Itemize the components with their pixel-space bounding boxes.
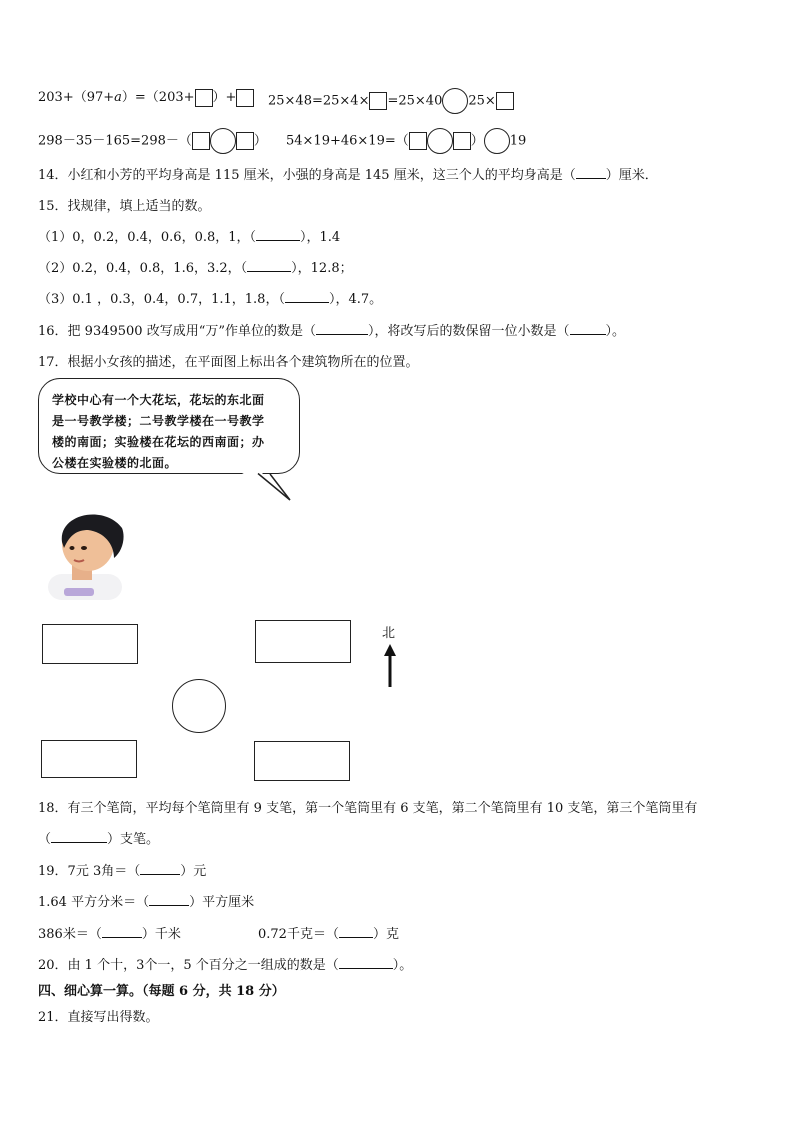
north-label: 北 bbox=[382, 626, 396, 641]
building-box-southeast[interactable] bbox=[254, 741, 350, 781]
question-21: 21．直接写出得数。 bbox=[38, 1010, 159, 1025]
equation-row-2a: 298－35－165=298－（ ） bbox=[38, 128, 267, 154]
operator-circle[interactable] bbox=[484, 128, 510, 154]
question-15-title: 15．找规律，填上适当的数。 bbox=[38, 199, 211, 214]
question-19-line-3a: 386米＝（ ）千米 bbox=[38, 927, 181, 942]
answer-box[interactable] bbox=[236, 89, 254, 107]
speech-bubble-text: 学校中心有一个大花坛，花坛的东北面 是一号教学楼；二号教学楼在一号教学 楼的南面；实验楼在花坛的西南面；办 公楼在实验楼的北面。 bbox=[52, 393, 265, 470]
north-arrow-icon bbox=[380, 644, 400, 688]
question-15-line-3: （3）0.1 ，0.3，0.4，0.7，1.1，1.8，（ ），4.7。 bbox=[38, 292, 383, 307]
answer-blank[interactable] bbox=[247, 259, 291, 272]
question-17-title: 17．根据小女孩的描述，在平面图上标出各个建筑物所在的位置。 bbox=[38, 355, 419, 370]
answer-blank[interactable] bbox=[285, 290, 329, 303]
operator-circle[interactable] bbox=[442, 88, 468, 114]
answer-box[interactable] bbox=[195, 89, 213, 107]
answer-box[interactable] bbox=[192, 132, 210, 150]
answer-blank[interactable] bbox=[149, 893, 189, 906]
answer-box[interactable] bbox=[453, 132, 471, 150]
answer-blank[interactable] bbox=[339, 925, 373, 938]
equation-row-2b: 54×19+46×19=（ ） 19 bbox=[286, 128, 526, 154]
section-heading: 四、细心算一算。（每题 6 分，共 18 分） bbox=[38, 984, 285, 999]
building-box-southwest[interactable] bbox=[41, 740, 137, 778]
answer-blank[interactable] bbox=[51, 830, 107, 843]
operator-circle[interactable] bbox=[427, 128, 453, 154]
question-15-line-2: （2）0.2，0.4，0.8，1.6，3.2，（ ），12.8； bbox=[38, 261, 353, 276]
question-19-line-3b: 0.72千克＝（ ）克 bbox=[258, 927, 399, 942]
answer-blank[interactable] bbox=[140, 862, 180, 875]
answer-box[interactable] bbox=[496, 92, 514, 110]
answer-blank[interactable] bbox=[576, 166, 606, 179]
question-20: 20．由 1 个十，3个一，5 个百分之一组成的数是（ ）。 bbox=[38, 958, 413, 973]
answer-blank[interactable] bbox=[570, 322, 606, 335]
answer-blank[interactable] bbox=[102, 925, 142, 938]
answer-box[interactable] bbox=[369, 92, 387, 110]
question-15-line-1: （1）0，0.2，0.4，0.6，0.8，1，（ ），1.4 bbox=[38, 230, 341, 245]
question-19-line-2: 1.64 平方分米＝（ ）平方厘米 bbox=[38, 895, 255, 910]
answer-blank[interactable] bbox=[316, 322, 368, 335]
answer-box[interactable] bbox=[236, 132, 254, 150]
answer-blank[interactable] bbox=[339, 956, 393, 969]
building-box-northwest[interactable] bbox=[42, 624, 138, 664]
flower-bed-circle bbox=[172, 679, 226, 733]
question-16: 16．把 9349500 改写成用“万”作单位的数是（ ），将改写后的数保留一位小数是（ ）。 bbox=[38, 324, 626, 339]
operator-circle[interactable] bbox=[210, 128, 236, 154]
question-18-line-1: 18．有三个笔筒，平均每个笔筒里有 9 支笔，第一个笔筒里有 6 支笔，第二个笔筒里有 10 支笔，第三个笔筒里有 bbox=[38, 801, 698, 816]
question-19-line-1: 19．7元 3角＝（ ）元 bbox=[38, 864, 207, 879]
question-14: 14．小红和小芳的平均身高是 115 厘米，小强的身高是 145 厘米，这三个人的平均身高是（ ）厘米． bbox=[38, 168, 658, 183]
equation-row-1b: 25×48=25×4× =25×40 25× bbox=[268, 88, 514, 114]
question-18-line-2: （ ）支笔。 bbox=[38, 832, 160, 847]
answer-box[interactable] bbox=[409, 132, 427, 150]
equation-row-1a: 203+（97+a）=（203+ ）+ bbox=[38, 88, 254, 108]
building-box-northeast[interactable] bbox=[255, 620, 351, 663]
answer-blank[interactable] bbox=[256, 228, 300, 241]
girl-illustration bbox=[44, 508, 126, 600]
